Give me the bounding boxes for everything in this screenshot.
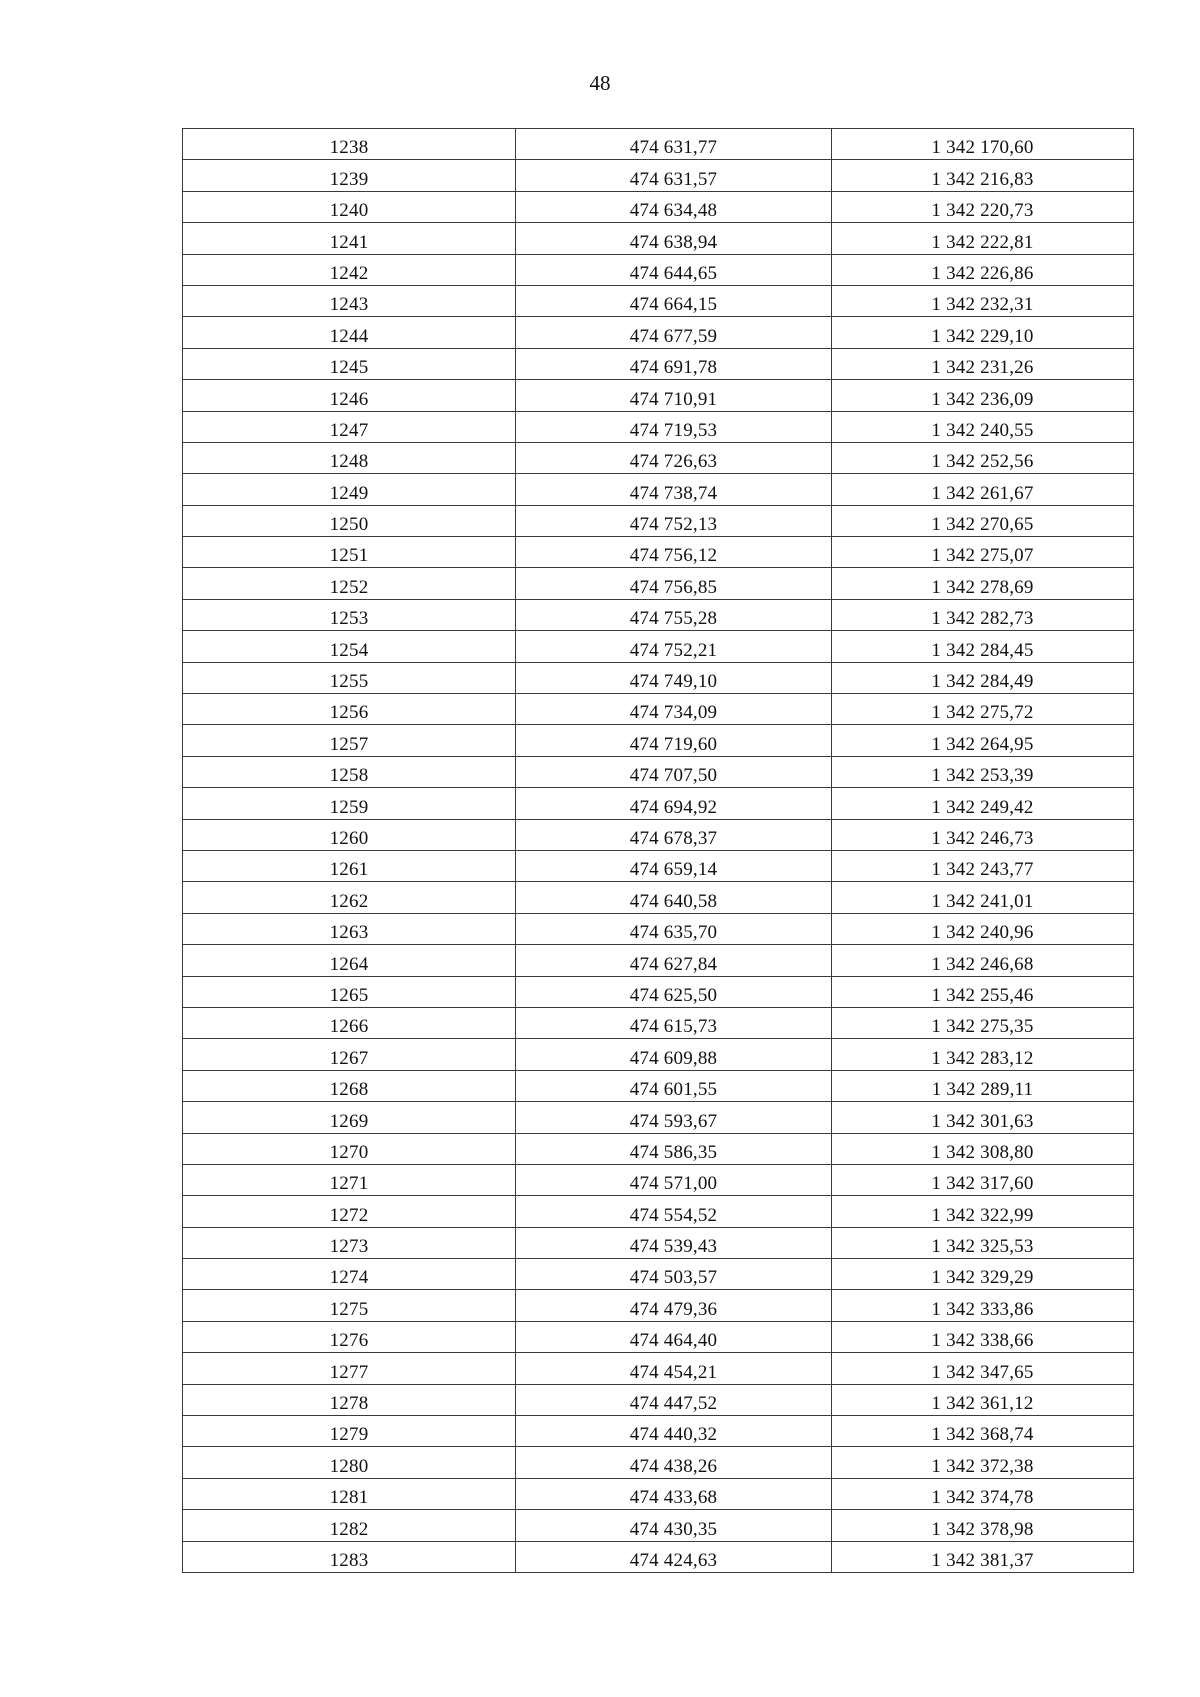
y-coordinate-cell: 1 342 289,11 (832, 1070, 1134, 1101)
point-number-cell: 1263 (183, 913, 516, 944)
point-number-cell: 1269 (183, 1102, 516, 1133)
x-coordinate-cell: 474 634,48 (516, 191, 832, 222)
y-coordinate-cell: 1 342 378,98 (832, 1510, 1134, 1541)
x-coordinate-cell: 474 756,12 (516, 537, 832, 568)
point-number-cell: 1282 (183, 1510, 516, 1541)
y-coordinate-cell: 1 342 317,60 (832, 1164, 1134, 1195)
y-coordinate-cell: 1 342 231,26 (832, 348, 1134, 379)
table-row (183, 945, 1134, 976)
x-coordinate-cell: 474 601,55 (516, 1070, 832, 1101)
x-coordinate-cell: 474 756,85 (516, 568, 832, 599)
point-number-cell: 1239 (183, 160, 516, 191)
x-coordinate-cell: 474 631,77 (516, 129, 832, 160)
y-coordinate-cell: 1 342 284,49 (832, 662, 1134, 693)
coordinates-table-body (183, 129, 1134, 1573)
table-row (183, 1541, 1134, 1572)
table-row (183, 1259, 1134, 1290)
y-coordinate-cell: 1 342 372,38 (832, 1447, 1134, 1478)
y-coordinate-cell: 1 342 329,29 (832, 1259, 1134, 1290)
x-coordinate-cell: 474 749,10 (516, 662, 832, 693)
table-row (183, 223, 1134, 254)
table-row (183, 568, 1134, 599)
point-number-cell: 1278 (183, 1384, 516, 1415)
table-row (183, 160, 1134, 191)
point-number-cell: 1241 (183, 223, 516, 254)
point-number-cell: 1266 (183, 1007, 516, 1038)
point-number-cell: 1280 (183, 1447, 516, 1478)
x-coordinate-cell: 474 677,59 (516, 317, 832, 348)
x-coordinate-cell: 474 755,28 (516, 599, 832, 630)
y-coordinate-cell: 1 342 322,99 (832, 1196, 1134, 1227)
table-row (183, 882, 1134, 913)
point-number-cell: 1270 (183, 1133, 516, 1164)
point-number-cell: 1254 (183, 631, 516, 662)
point-number-cell: 1272 (183, 1196, 516, 1227)
table-row (183, 819, 1134, 850)
x-coordinate-cell: 474 640,58 (516, 882, 832, 913)
x-coordinate-cell: 474 615,73 (516, 1007, 832, 1038)
point-number-cell: 1261 (183, 850, 516, 881)
table-row (183, 976, 1134, 1007)
y-coordinate-cell: 1 342 381,37 (832, 1541, 1134, 1572)
table-row (183, 317, 1134, 348)
point-number-cell: 1258 (183, 756, 516, 787)
y-coordinate-cell: 1 342 264,95 (832, 725, 1134, 756)
point-number-cell: 1242 (183, 254, 516, 285)
table-row (183, 380, 1134, 411)
x-coordinate-cell: 474 726,63 (516, 442, 832, 473)
y-coordinate-cell: 1 342 368,74 (832, 1416, 1134, 1447)
y-coordinate-cell: 1 342 270,65 (832, 505, 1134, 536)
x-coordinate-cell: 474 631,57 (516, 160, 832, 191)
x-coordinate-cell: 474 635,70 (516, 913, 832, 944)
table-row (183, 254, 1134, 285)
x-coordinate-cell: 474 678,37 (516, 819, 832, 850)
x-coordinate-cell: 474 593,67 (516, 1102, 832, 1133)
table-row (183, 191, 1134, 222)
x-coordinate-cell: 474 447,52 (516, 1384, 832, 1415)
x-coordinate-cell: 474 609,88 (516, 1039, 832, 1070)
y-coordinate-cell: 1 342 255,46 (832, 976, 1134, 1007)
x-coordinate-cell: 474 454,21 (516, 1353, 832, 1384)
y-coordinate-cell: 1 342 275,35 (832, 1007, 1134, 1038)
table-row (183, 1196, 1134, 1227)
table-row (183, 1321, 1134, 1352)
y-coordinate-cell: 1 342 240,55 (832, 411, 1134, 442)
point-number-cell: 1276 (183, 1321, 516, 1352)
point-number-cell: 1253 (183, 599, 516, 630)
y-coordinate-cell: 1 342 216,83 (832, 160, 1134, 191)
y-coordinate-cell: 1 342 246,68 (832, 945, 1134, 976)
table-row (183, 1447, 1134, 1478)
x-coordinate-cell: 474 659,14 (516, 850, 832, 881)
table-row (183, 1510, 1134, 1541)
table-row (183, 1227, 1134, 1258)
table-row (183, 1353, 1134, 1384)
table-row (183, 1384, 1134, 1415)
point-number-cell: 1252 (183, 568, 516, 599)
y-coordinate-cell: 1 342 308,80 (832, 1133, 1134, 1164)
y-coordinate-cell: 1 342 338,66 (832, 1321, 1134, 1352)
x-coordinate-cell: 474 625,50 (516, 976, 832, 1007)
point-number-cell: 1265 (183, 976, 516, 1007)
x-coordinate-cell: 474 710,91 (516, 380, 832, 411)
point-number-cell: 1262 (183, 882, 516, 913)
x-coordinate-cell: 474 707,50 (516, 756, 832, 787)
table-row (183, 537, 1134, 568)
y-coordinate-cell: 1 342 361,12 (832, 1384, 1134, 1415)
y-coordinate-cell: 1 342 374,78 (832, 1478, 1134, 1509)
point-number-cell: 1246 (183, 380, 516, 411)
x-coordinate-cell: 474 440,32 (516, 1416, 832, 1447)
y-coordinate-cell: 1 342 282,73 (832, 599, 1134, 630)
y-coordinate-cell: 1 342 347,65 (832, 1353, 1134, 1384)
table-row (183, 725, 1134, 756)
point-number-cell: 1260 (183, 819, 516, 850)
x-coordinate-cell: 474 464,40 (516, 1321, 832, 1352)
table-row (183, 505, 1134, 536)
x-coordinate-cell: 474 664,15 (516, 285, 832, 316)
y-coordinate-cell: 1 342 229,10 (832, 317, 1134, 348)
table-row (183, 1164, 1134, 1195)
y-coordinate-cell: 1 342 253,39 (832, 756, 1134, 787)
point-number-cell: 1273 (183, 1227, 516, 1258)
y-coordinate-cell: 1 342 333,86 (832, 1290, 1134, 1321)
y-coordinate-cell: 1 342 232,31 (832, 285, 1134, 316)
table-row (183, 913, 1134, 944)
x-coordinate-cell: 474 719,53 (516, 411, 832, 442)
y-coordinate-cell: 1 342 170,60 (832, 129, 1134, 160)
point-number-cell: 1256 (183, 694, 516, 725)
x-coordinate-cell: 474 539,43 (516, 1227, 832, 1258)
y-coordinate-cell: 1 342 249,42 (832, 788, 1134, 819)
table-row (183, 631, 1134, 662)
table-row (183, 1070, 1134, 1101)
table-row (183, 756, 1134, 787)
point-number-cell: 1259 (183, 788, 516, 819)
table-row (183, 662, 1134, 693)
x-coordinate-cell: 474 738,74 (516, 474, 832, 505)
table-row (183, 1039, 1134, 1070)
y-coordinate-cell: 1 342 222,81 (832, 223, 1134, 254)
table-row (183, 1102, 1134, 1133)
y-coordinate-cell: 1 342 261,67 (832, 474, 1134, 505)
table-row (183, 285, 1134, 316)
table-row (183, 1478, 1134, 1509)
table-row (183, 850, 1134, 881)
point-number-cell: 1238 (183, 129, 516, 160)
x-coordinate-cell: 474 752,21 (516, 631, 832, 662)
y-coordinate-cell: 1 342 275,72 (832, 694, 1134, 725)
y-coordinate-cell: 1 342 226,86 (832, 254, 1134, 285)
table-row (183, 129, 1134, 160)
point-number-cell: 1255 (183, 662, 516, 693)
point-number-cell: 1274 (183, 1259, 516, 1290)
y-coordinate-cell: 1 342 284,45 (832, 631, 1134, 662)
point-number-cell: 1275 (183, 1290, 516, 1321)
point-number-cell: 1267 (183, 1039, 516, 1070)
y-coordinate-cell: 1 342 283,12 (832, 1039, 1134, 1070)
point-number-cell: 1279 (183, 1416, 516, 1447)
point-number-cell: 1248 (183, 442, 516, 473)
point-number-cell: 1283 (183, 1541, 516, 1572)
point-number-cell: 1271 (183, 1164, 516, 1195)
point-number-cell: 1243 (183, 285, 516, 316)
point-number-cell: 1251 (183, 537, 516, 568)
y-coordinate-cell: 1 342 252,56 (832, 442, 1134, 473)
x-coordinate-cell: 474 719,60 (516, 725, 832, 756)
y-coordinate-cell: 1 342 241,01 (832, 882, 1134, 913)
coordinates-table (182, 128, 1134, 1573)
x-coordinate-cell: 474 638,94 (516, 223, 832, 254)
x-coordinate-cell: 474 424,63 (516, 1541, 832, 1572)
y-coordinate-cell: 1 342 325,53 (832, 1227, 1134, 1258)
x-coordinate-cell: 474 627,84 (516, 945, 832, 976)
table-row (183, 442, 1134, 473)
y-coordinate-cell: 1 342 278,69 (832, 568, 1134, 599)
point-number-cell: 1247 (183, 411, 516, 442)
point-number-cell: 1257 (183, 725, 516, 756)
x-coordinate-cell: 474 430,35 (516, 1510, 832, 1541)
point-number-cell: 1249 (183, 474, 516, 505)
point-number-cell: 1240 (183, 191, 516, 222)
table-row (183, 599, 1134, 630)
x-coordinate-cell: 474 479,36 (516, 1290, 832, 1321)
table-row (183, 694, 1134, 725)
page-number: 48 (589, 71, 611, 95)
x-coordinate-cell: 474 571,00 (516, 1164, 832, 1195)
table-row (183, 474, 1134, 505)
table-row (183, 1416, 1134, 1447)
point-number-cell: 1245 (183, 348, 516, 379)
y-coordinate-cell: 1 342 220,73 (832, 191, 1134, 222)
y-coordinate-cell: 1 342 246,73 (832, 819, 1134, 850)
x-coordinate-cell: 474 433,68 (516, 1478, 832, 1509)
x-coordinate-cell: 474 644,65 (516, 254, 832, 285)
point-number-cell: 1277 (183, 1353, 516, 1384)
y-coordinate-cell: 1 342 236,09 (832, 380, 1134, 411)
x-coordinate-cell: 474 694,92 (516, 788, 832, 819)
x-coordinate-cell: 474 752,13 (516, 505, 832, 536)
table-row (183, 1290, 1134, 1321)
point-number-cell: 1264 (183, 945, 516, 976)
x-coordinate-cell: 474 734,09 (516, 694, 832, 725)
table-row (183, 348, 1134, 379)
table-row (183, 1007, 1134, 1038)
y-coordinate-cell: 1 342 301,63 (832, 1102, 1134, 1133)
y-coordinate-cell: 1 342 243,77 (832, 850, 1134, 881)
x-coordinate-cell: 474 503,57 (516, 1259, 832, 1290)
x-coordinate-cell: 474 438,26 (516, 1447, 832, 1478)
point-number-cell: 1244 (183, 317, 516, 348)
table-row (183, 1133, 1134, 1164)
point-number-cell: 1281 (183, 1478, 516, 1509)
point-number-cell: 1250 (183, 505, 516, 536)
x-coordinate-cell: 474 554,52 (516, 1196, 832, 1227)
point-number-cell: 1268 (183, 1070, 516, 1101)
table-row (183, 411, 1134, 442)
y-coordinate-cell: 1 342 275,07 (832, 537, 1134, 568)
table-row (183, 788, 1134, 819)
x-coordinate-cell: 474 586,35 (516, 1133, 832, 1164)
x-coordinate-cell: 474 691,78 (516, 348, 832, 379)
y-coordinate-cell: 1 342 240,96 (832, 913, 1134, 944)
